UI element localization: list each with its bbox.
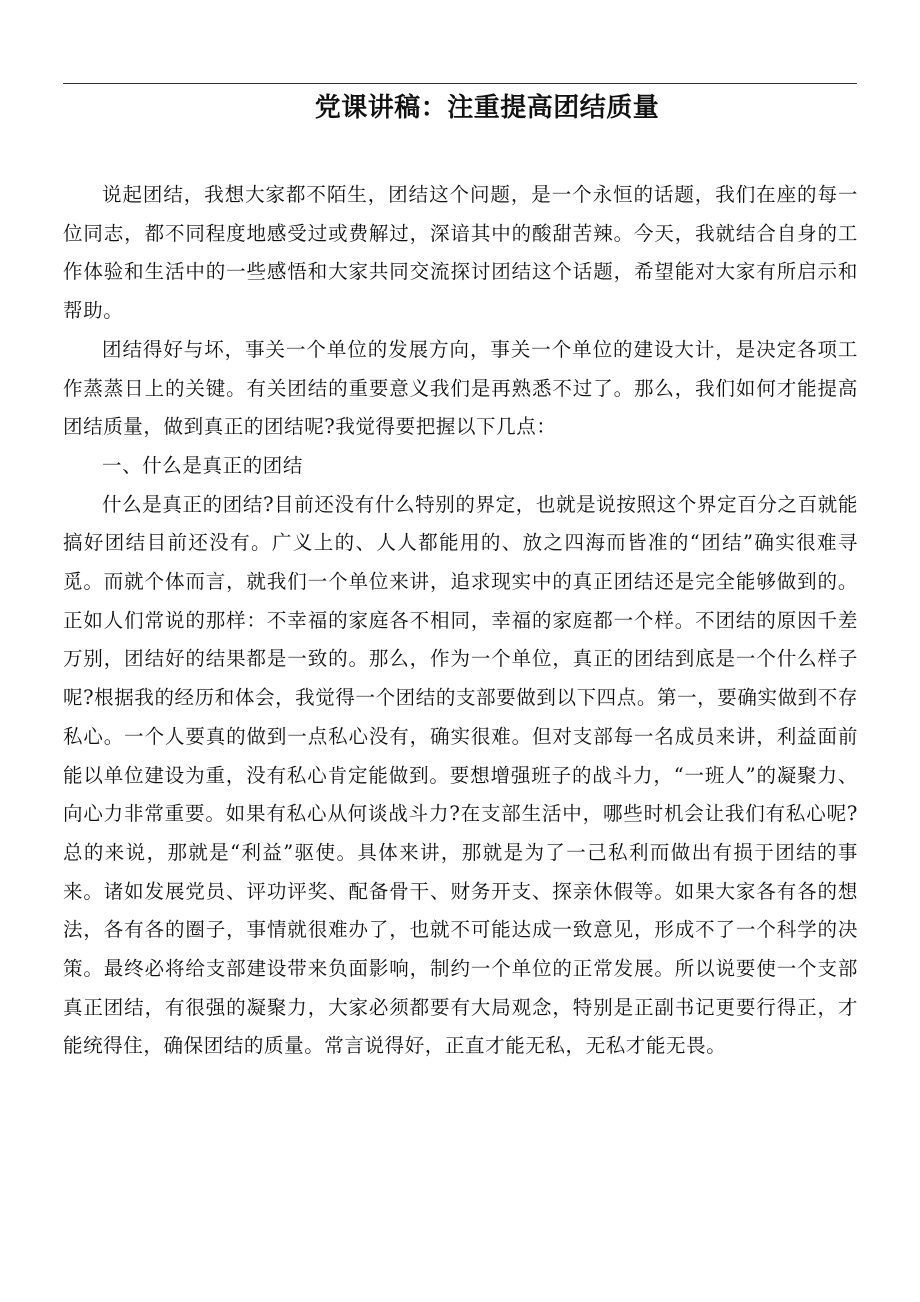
document-title: 党课讲稿：注重提高团结质量 xyxy=(314,93,660,123)
paragraph-importance: 团结得好与坏，事关一个单位的发展方向，事关一个单位的建设大计，是决定各项工作蒸蒸日上的关键。有关团结的重要意义我们是再熟悉不过了。那么，我们如何才能提高团结质量，做到真正的团结呢?我觉得要把握以下几点： xyxy=(63,337,858,439)
paragraph-intro: 说起团结，我想大家都不陌生，团结这个问题，是一个永恒的话题，我们在座的每一位同志，都不同程度地感受过或费解过，深谙其中的酸甜苦辣。今天，我就结合自身的工作体验和生活中的一些感悟和大家共同交流探讨团结这个话题，希望能对大家有所启示和帮助。 xyxy=(63,183,858,323)
section-heading-1: 一、什么是真正的团结 xyxy=(102,453,304,477)
document-body xyxy=(63,176,858,1066)
paragraph-true-unity: 什么是真正的团结?目前还没有什么特别的界定，也就是说按照这个界定百分之百就能搞好团结目前还没有。广义上的、人人都能用的、放之四海而皆准的“团结”确实很难寻觅。而就个体而言，就我们一个单位来讲，追求现实中的真正团结还是完全能够做到的。正如人们常说的那样：不幸福的家庭各不相同，幸福的家庭都一个样。不团结的原因千差万别，团结好的结果都是一致的。那么，作为一个单位，真正的团结到底是一个什么样子呢?根据我的经历和体会，我觉得一个团结的支部要做到以下四点。第一，要确实做到不存私心。一个人要真的做到一点私心没有，确实很难。但对支部每一名成员来讲，利益面前能以单位建设为重，没有私心肯定能做到。要想增强班子的战斗力，“一班人”的凝聚力、向心力非常重要。如果有私心从何谈战斗力?在支部生活中，哪些时机会让我们有私心呢?总的来说，那就是“利益”驱使。具体来讲，那就是为了一己私利而做出有损于团结的事来。诸如发展党员、评功评奖、配备骨干、财务开支、探亲休假等。如果大家各有各的想法，各有各的圈子，事情就很难办了，也就不可能达成一致意见，形成不了一个科学的决策。最终必将给支部建设带来负面影响，制约一个单位的正常发展。所以说要使一个支部真正团结，有很强的凝聚力，大家必须都要有大局观念，特别是正副书记更要行得正，才能统得住，确保团结的质量。常言说得好，正直才能无私，无私才能无畏。 xyxy=(63,492,858,1058)
header-rule xyxy=(63,83,857,84)
